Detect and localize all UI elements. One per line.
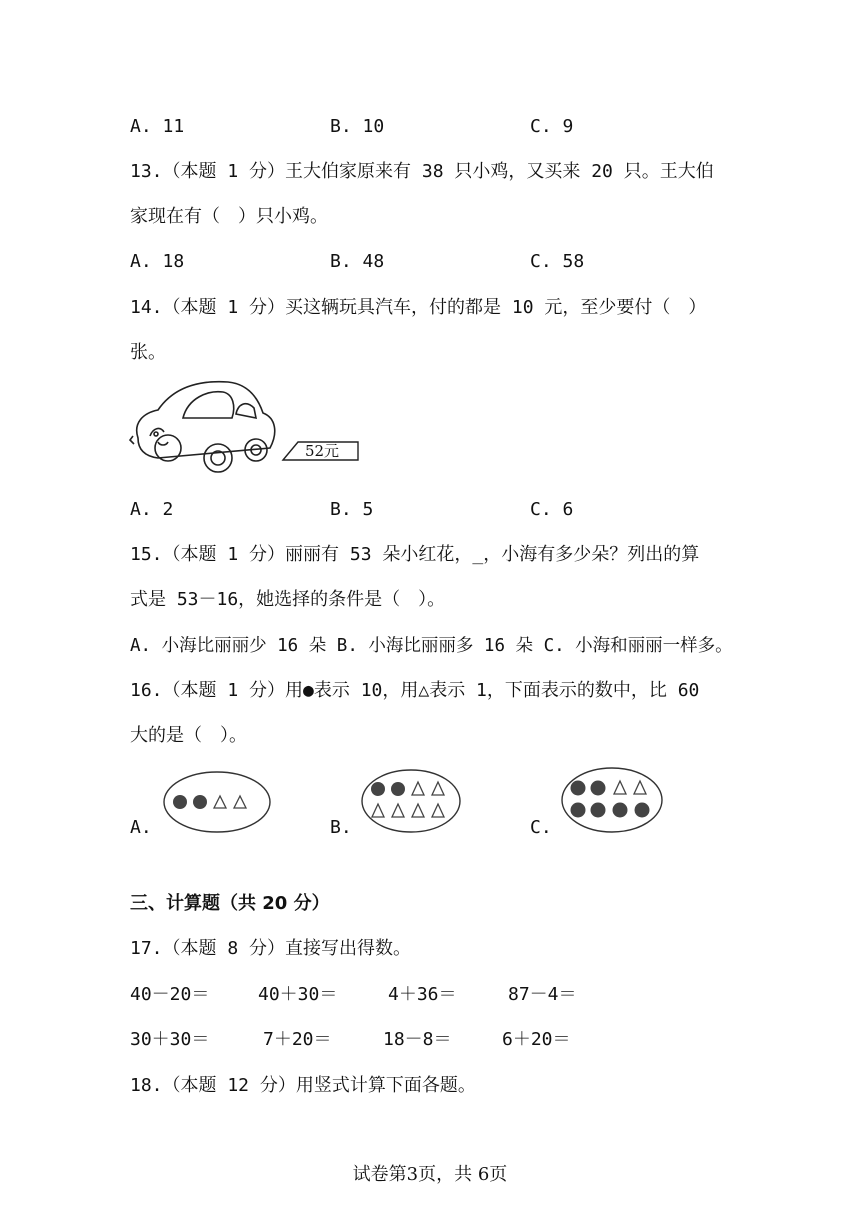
q16-question-line1: 16.（本题 1 分）用●表示 10，用△表示 1，下面表示的数中，比 60 (130, 680, 700, 701)
q15-question-line1: 15.（本题 1 分）丽丽有 53 朵小红花，_，小海有多少朵？列出的算 (130, 544, 700, 565)
q13-option-a: A. 18 (130, 251, 185, 272)
ten-circle-icon (613, 803, 628, 818)
one-triangle-icon (214, 796, 226, 808)
q17-expr-7: 18－8＝ (383, 1029, 452, 1050)
q16-group-a (162, 770, 272, 834)
q16-group-c (560, 766, 664, 834)
one-triangle-icon (392, 804, 404, 817)
q17-expr-3: 4＋36＝ (388, 984, 457, 1005)
q12-option-b: B. 10 (330, 116, 385, 137)
q12-option-a: A. 11 (130, 116, 185, 137)
q17-expr-2: 40＋30＝ (258, 984, 338, 1005)
q13-option-b: B. 48 (330, 251, 385, 272)
toy-car-image (128, 378, 368, 478)
q14-question-line1: 14.（本题 1 分）买这辆玩具汽车，付的都是 10 元，至少要付（ ） (130, 297, 707, 318)
one-triangle-icon (432, 782, 444, 795)
ten-circle-icon (571, 781, 586, 796)
q17-expr-4: 87－4＝ (508, 984, 577, 1005)
ten-circle-icon (391, 782, 405, 796)
q13-option-c: C. 58 (530, 251, 585, 272)
ten-circle-icon (193, 795, 207, 809)
section-3-title: 三、计算题（共 20 分） (130, 893, 330, 914)
one-triangle-icon (432, 804, 444, 817)
one-triangle-icon (234, 796, 246, 808)
ten-circle-icon (571, 803, 586, 818)
one-triangle-icon (614, 781, 626, 794)
ten-circle-icon (591, 781, 606, 796)
q16-question-line2: 大的是（ ）。 (130, 725, 247, 746)
price-tag (283, 442, 358, 460)
q14-option-b: B. 5 (330, 499, 374, 520)
q12-option-c: C. 9 (530, 116, 574, 137)
q17-expr-8: 6＋20＝ (502, 1029, 571, 1050)
q14-option-c: C. 6 (530, 499, 574, 520)
q17-question-line1: 17.（本题 8 分）直接写出得数。 (130, 938, 412, 959)
ten-circle-icon (173, 795, 187, 809)
price-tag-label: 52元 (304, 442, 340, 460)
q17-expr-5: 30＋30＝ (130, 1029, 210, 1050)
one-triangle-icon (372, 804, 384, 817)
q13-question-line2: 家现在有（ ）只小鸡。 (130, 206, 328, 227)
one-triangle-icon (634, 781, 646, 794)
q16-group-b (360, 768, 462, 834)
ten-circle-icon (635, 803, 650, 818)
q18-question-line1: 18.（本题 12 分）用竖式计算下面各题。 (130, 1075, 476, 1096)
q16-option-b-label: B. (330, 817, 352, 838)
q14-question-line2: 张。 (130, 342, 166, 363)
q16-option-a-label: A. (130, 817, 152, 838)
q15-options: A. 小海比丽丽少 16 朵 B. 小海比丽丽多 16 朵 C. 小海和丽丽一样多。 (130, 636, 733, 656)
page-footer: 试卷第3页，共 6页 (352, 1164, 508, 1185)
one-triangle-icon (412, 782, 424, 795)
q16-option-c-label: C. (530, 817, 552, 838)
q15-question-line2: 式是 53－16，她选择的条件是（ ）。 (130, 589, 446, 610)
q17-expr-1: 40－20＝ (130, 984, 210, 1005)
q14-option-a: A. 2 (130, 499, 174, 520)
q13-question-line1: 13.（本题 1 分）王大伯家原来有 38 只小鸡，又买来 20 只。王大伯 (130, 161, 714, 182)
q17-expr-6: 7＋20＝ (263, 1029, 332, 1050)
ten-circle-icon (371, 782, 385, 796)
one-triangle-icon (412, 804, 424, 817)
ten-circle-icon (591, 803, 606, 818)
